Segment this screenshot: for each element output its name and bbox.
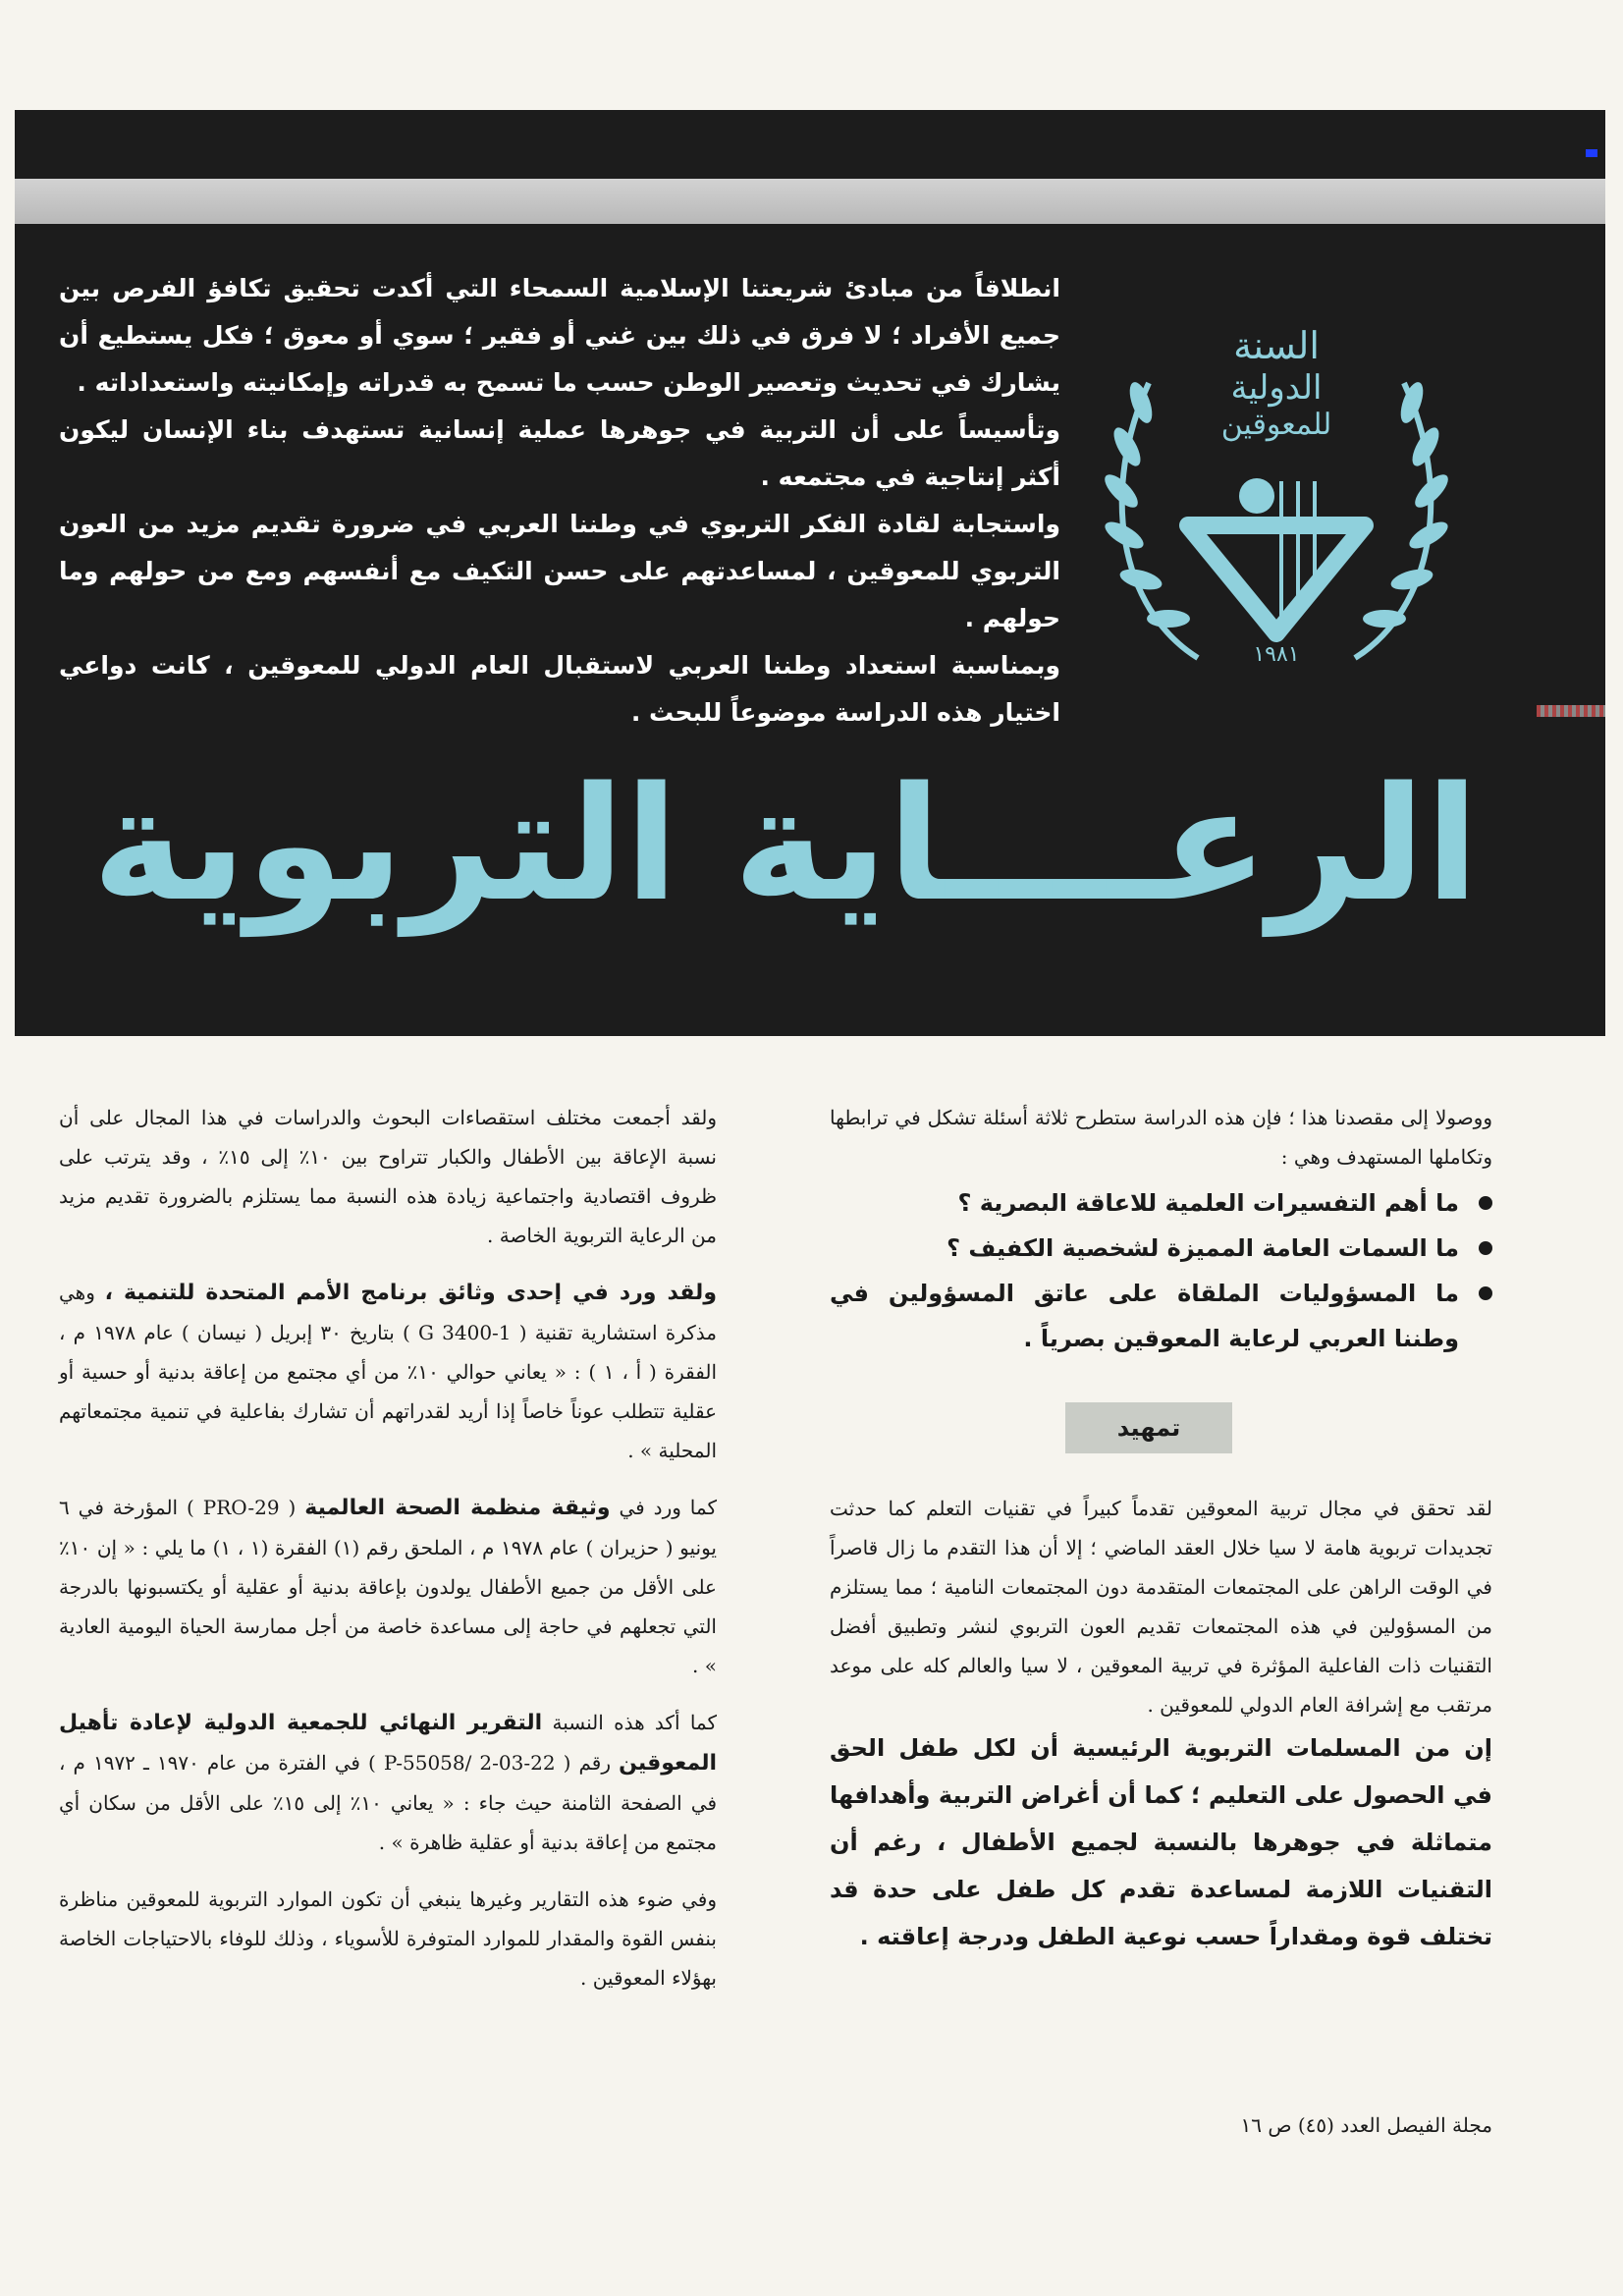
paragraph-text: ( PRO-29 ) المؤرخة في ٦ يونيو ( حزيران ) عام ١٩٧٨ م ، الملحق رقم (١) الفقرة (١ ، ١) ما يلي : « إن ١٠٪ على الأقل من جميع الأطفال يولدون بإعاقة بدنية أو عقلية أو يكتسبونها بالدرجة التي تجعلهم في حاجة إلى مساعدة خاصة من أجل ممارسة الحياة اليومية العادية » . xyxy=(59,1496,717,1677)
section-paragraph: لقد تحقق في مجال تربية المعوقين تقدماً كبيراً في تقنيات التعلم كما حدثت تجديدات تربوية هامة لا سيا خلال العقد الماضي ؛ إلا أن هذا التقدم ما زال قاصراً في الوقت الراهن على المجتمعات المتقدمة دون المجتمعات النامية ؛ مما يستلزم من المسؤولين في هذه المجتمعات تقديم العون التربوي لنشر وتطبيق أفضل التقنيات ذات الفاعلية المؤثرة في تربية المعوقين ، لا سيا والعالم كله على موعد مرتقب مع إشرافة العام الدولي للمعوقين . xyxy=(830,1497,1492,1717)
color-bar-mark xyxy=(1537,705,1605,717)
paragraph-text: وهي مذكرة استشارية تقنية ( G 3400-1 ) بتاريخ ٣٠ إبريل ( نيسان ) عام ١٩٧٨ م ، الفقرة ( أ ، ١ ) : « يعاني حوالي ١٠٪ من أي مجتمع من إعاقة بدنية أو حسية أو عقلية تتطلب عوناً خاصاً إذا أريد لقدراتهم أن تشارك بفاعلية في تنمية مجتمعاتهم المحلية » . xyxy=(59,1281,718,1462)
body-paragraph xyxy=(59,1703,717,1862)
paragraph-text: كما أكد هذه النسبة xyxy=(552,1711,718,1734)
intro-paragraph: وبمناسبة استعداد وطننا العربي لاستقبال العام الدولي للمعوقين ، كانت دواعي اختيار هذه الدراسة موضوعاً للبحث . xyxy=(59,651,1060,727)
registration-mark xyxy=(1586,149,1597,157)
questions-intro: ووصولا إلى مقصدنا هذا ؛ فإن هذه الدراسة ستطرح ثلاثة أسئلة تشكل في ترابطها وتكاملها المستهدف وهي : xyxy=(830,1106,1492,1169)
body-paragraph: ولقد أجمعت مختلف استقصاءات البحوث والدراسات في هذا المجال على أن نسبة الإعاقة بين الأطفال والكبار تتراوح بين ١٠٪ إلى ١٥٪ ، وقد يترتب على ظروف اقتصادية واجتماعية زيادة هذه النسبة مما يستلزم بالضرورة تقديم مزيد من الرعاية التربوية الخاصة . xyxy=(59,1106,717,1247)
question-item: ما أهم التفسيرات العلمية للاعاقة البصرية ؟ xyxy=(830,1180,1492,1226)
page-footer: مجلة الفيصل العدد (٤٥) ص ١٦ xyxy=(1240,2113,1492,2137)
intro-paragraph: واستجابة لقادة الفكر التربوي في وطننا العربي في ضرورة تقديم مزيد من العون التربوي للمعوقين ، لمساعدتهم على حسن التكيف مع أنفسهم ومع من حولهم وما حولهم . xyxy=(59,510,1060,632)
questions-list xyxy=(830,1180,1492,1361)
intro-text xyxy=(59,265,1060,737)
emblem-text-line: الدولية xyxy=(1230,368,1323,408)
grey-stripe xyxy=(15,179,1605,224)
right-column xyxy=(830,1098,1492,1960)
paragraph-lead: التقرير النهائي للجمعية الدولية لإعادة تأهيل المعوقين xyxy=(59,1711,718,1776)
article-title: الرعــــاية التربوية xyxy=(91,752,1480,936)
section-heading: تمهيد xyxy=(1065,1402,1232,1453)
postulate-paragraph: إن من المسلمات التربوية الرئيسية أن لكل طفل الحق في الحصول على التعليم ؛ كما أن أغراض التربية وأهدافها متماثلة في جوهرها بالنسبة لجميع الأطفال ، رغم أن التقنيات اللازمة لمساعدة تقدم كل طفل على حدة قد تختلف قوة ومقداراً حسب نوعية الطفل ودرجة إعاقته . xyxy=(830,1734,1492,1950)
question-item: ما السمات العامة المميزة لشخصية الكفيف ؟ xyxy=(830,1226,1492,1271)
paragraph-text: رقم ( 22-P-55058/ 2-03 ) في الفترة من عام ١٩٧٠ ـ ١٩٧٢ م ، في الصفحة الثامنة حيث جاء : « يعاني ١٠٪ إلى ١٥٪ على الأقل من سكان أي مجتمع من إعاقة بدنية أو عقلية ظاهرة » . xyxy=(59,1751,718,1854)
paragraph-text: كما ورد في xyxy=(619,1496,717,1519)
body-paragraph xyxy=(59,1273,717,1470)
emblem-year: ١٩٨١ xyxy=(1253,642,1300,667)
intro-paragraph: وتأسيساً على أن التربية في جوهرها عملية إنسانية تستهدف بناء الإنسان ليكون أكثر إنتاجية في مجتمعه . xyxy=(59,415,1060,491)
paragraph-lead: وثيقة منظمة الصحة العالمية xyxy=(304,1496,611,1520)
emblem-text-line: السنة xyxy=(1233,324,1320,367)
body-paragraph xyxy=(59,1488,717,1685)
body-paragraph: وفي ضوء هذه التقارير وغيرها ينبغي أن تكون الموارد التربوية للمعوقين مناظرة بنفس القوة والمقدار للموارد المتوفرة للأسوياء ، وذلك للوفاء بالاحتياجات الخاصة بهؤلاء المعوقين . xyxy=(59,1887,717,1990)
paragraph-lead: ولقد ورد في إحدى وثائق برنامج الأمم المتحدة للتنمية ، xyxy=(104,1281,717,1305)
intro-paragraph: انطلاقاً من مبادئ شريعتنا الإسلامية السمحاء التي أكدت تحقيق تكافؤ الفرص بين جميع الأفراد ؛ لا فرق في ذلك بين غني أو فقير ؛ سوي أو معوق ؛ فكل يستطيع أن يشارك في تحديث وتعصير الوطن حسب ما تسمح به قدراته وإمكانيته واستعداداته . xyxy=(59,274,1060,397)
emblem-text-line: للمعوقين xyxy=(1220,408,1332,442)
left-column xyxy=(59,1098,717,1997)
question-item: ما المسؤوليات الملقاة على عاتق المسؤولين في وطننا العربي لرعاية المعوقين بصرياً . xyxy=(830,1271,1492,1361)
